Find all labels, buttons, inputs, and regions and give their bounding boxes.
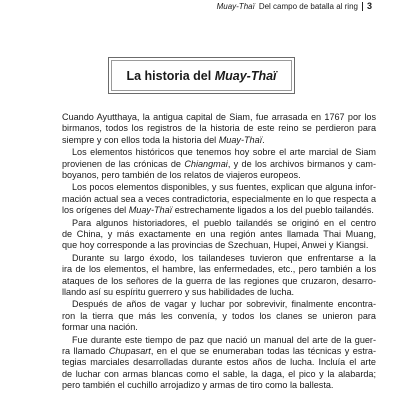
text-run: tegias marciales desarrolladas durante estos años de lucha. Incluía el arte xyxy=(62,357,376,368)
text-run: ataques de los señores de la guerra de las regiones que cruzaron, desarro- xyxy=(62,275,376,286)
text-run: estrechamente ligados a los del pueblo tailandés. xyxy=(172,205,374,216)
italic-term: Chupasart xyxy=(108,346,151,356)
text-line xyxy=(62,123,376,134)
text-run: provienen de las crónicas de xyxy=(62,158,185,169)
chapter-title-emphasis: Muay-Thaï xyxy=(214,68,277,83)
text-line xyxy=(62,229,376,240)
text-line xyxy=(62,170,376,181)
text-run: Los pocos elementos disponibles, y sus fuentes, explican que alguna infor- xyxy=(72,182,376,193)
text-line xyxy=(62,346,376,357)
text-run: de luchar con armas blancas como el sable, la daga, el pico y la alabarda; xyxy=(62,368,376,379)
text-line xyxy=(62,380,376,391)
paragraph xyxy=(62,335,376,392)
text-line xyxy=(62,147,376,158)
paragraph xyxy=(62,218,376,252)
text-run: ra llamado xyxy=(62,346,109,356)
chapter-title-frame xyxy=(108,57,295,94)
text-line xyxy=(62,264,376,275)
text-run: pero también el cuchillo arrojadizo y armas de tiro como la ballesta. xyxy=(62,380,334,391)
text-line xyxy=(62,218,376,229)
text-run: siempre y con ellos toda la historia del xyxy=(62,134,219,145)
paragraph xyxy=(62,112,376,146)
text-run: boyanos, pero también de los relatos de viajeros europeos. xyxy=(62,169,301,180)
page-number: 3 xyxy=(366,1,372,11)
text-line xyxy=(62,311,376,322)
text-run: birmanos, todos los registros de la historia de este reino se perdieron para xyxy=(62,123,376,134)
italic-term: Chiangmai xyxy=(184,158,228,169)
text-run: los orígenes del xyxy=(62,205,129,216)
text-run: de China, y más exactamente en una región antes llamada Thai Muang, xyxy=(62,229,376,239)
italic-term: Muay-Thaï xyxy=(128,205,173,216)
body-text xyxy=(62,112,376,393)
chapter-title xyxy=(126,69,276,83)
italic-term: Muay-Thaï xyxy=(218,134,263,145)
text-run: Fue durante este tiempo de paz que nació un manual del arte de la guer- xyxy=(72,334,376,345)
text-line xyxy=(62,299,376,310)
text-line xyxy=(62,135,376,146)
text-line xyxy=(62,194,376,205)
text-line xyxy=(62,159,376,170)
text-run: Los elementos históricos que tenemos hoy sobre el arte marcial de Siam xyxy=(72,147,376,158)
text-line xyxy=(62,357,376,368)
text-run: ira de los elementos, el hambre, las enfermedades, etc., pero también a los xyxy=(62,264,376,275)
text-run: ron la tierra que más les convenía, y todos los clanes se unieron para xyxy=(62,310,376,321)
text-line xyxy=(62,240,376,251)
text-run: formar una nación. xyxy=(62,322,138,333)
text-run: , en el que se enumeraban todas las técnicas y estra- xyxy=(150,346,376,356)
text-run: Cuando Ayutthaya, la antigua capital de Siam, fue arrasada en 1767 por los xyxy=(62,112,376,122)
text-run: llando así su espíritu guerrero y sus habilidades de lucha. xyxy=(62,286,295,297)
text-line xyxy=(62,276,376,287)
chapter-title-prefix: La historia del xyxy=(126,68,215,83)
header-divider xyxy=(362,2,363,11)
text-line xyxy=(62,112,376,123)
text-run: que hoy corresponde a las provincias de Szechuan, Hupei, Anwei y Kiangsi. xyxy=(62,240,369,251)
running-title-italic: Muay-Thaï xyxy=(216,1,255,11)
text-run: . xyxy=(262,134,265,145)
text-line xyxy=(62,253,376,264)
paragraph xyxy=(62,147,376,181)
running-title-rest: Del campo de batalla al ring xyxy=(258,1,358,11)
paragraph xyxy=(62,253,376,298)
text-run: , y de los archivos birmanos y cam- xyxy=(227,158,376,169)
text-line xyxy=(62,322,376,333)
text-line xyxy=(62,335,376,346)
text-run: Durante su largo éxodo, los tailandeses tuvieron que enfrentarse a la xyxy=(72,252,376,263)
text-run: mación actual sea a veces contradictoria, especialmente en lo que respecta a xyxy=(62,193,376,204)
text-line xyxy=(62,287,376,298)
paragraph xyxy=(62,182,376,216)
text-line xyxy=(62,182,376,193)
text-line xyxy=(62,205,376,216)
text-line xyxy=(62,369,376,380)
running-header xyxy=(217,0,372,13)
paragraph xyxy=(62,299,376,333)
text-run: Para algunos historiadores, el pueblo tailandés se originó en el centro xyxy=(72,217,376,228)
text-run: Después de años de vagar y luchar por sobrevivir, finalmente encontra- xyxy=(72,299,376,310)
